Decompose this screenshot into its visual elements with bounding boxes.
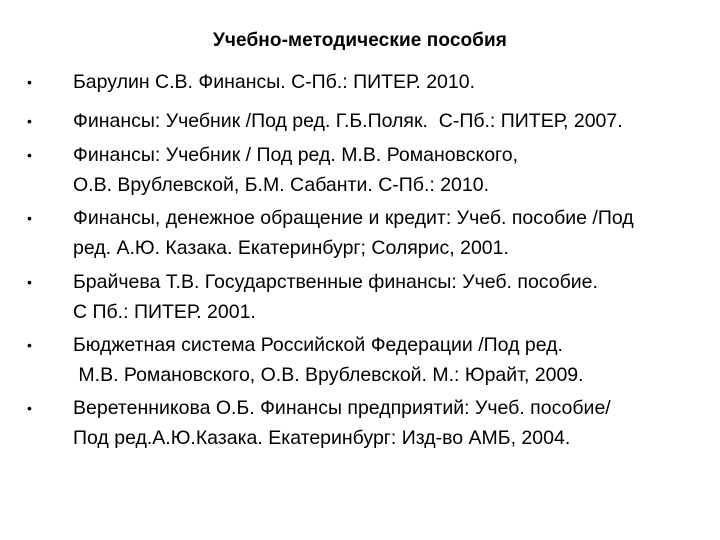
list-item-text [73, 330, 718, 390]
list-item-line: Финансы: Учебник / Под ред. М.В. Романовского, [73, 144, 518, 166]
list-item-line: Брайчева Т.В. Государственные финансы: Учеб. пособие. [73, 271, 598, 293]
bullet-icon: • [27, 337, 32, 353]
list-item-line: С Пб.: ПИТЕР. 2001. [73, 301, 256, 323]
list-item-text [73, 267, 718, 327]
list-item-text [73, 140, 718, 200]
bullet-icon: • [27, 147, 32, 163]
bullet-icon: • [27, 210, 32, 226]
page-title: Учебно-методические пособия [213, 30, 507, 51]
bullet-icon: • [27, 74, 32, 90]
list-item-line: Финансы: Учебник /Под ред. Г.Б.Поляк. С-Пб.: ПИТЕР, 2007. [73, 110, 623, 132]
list-item-line: М.В. Романовского, О.В. Врублевской. М.: Юрайт, 2009. [73, 364, 584, 386]
list-item-text [73, 393, 718, 453]
list-item-text [73, 203, 718, 263]
list-item-line: ред. А.Ю. Казака. Екатеринбург; Солярис, 2001. [73, 237, 509, 259]
bullet-icon: • [27, 274, 32, 290]
list-item-line: Барулин С.В. Финансы. С-Пб.: ПИТЕР. 2010. [73, 71, 476, 93]
bullet-icon: • [27, 113, 32, 129]
list-item-line: О.В. Врублевской, Б.М. Сабанти. С-Пб.: 2010. [73, 174, 490, 196]
bullet-icon: • [27, 400, 32, 416]
list-item-line: Бюджетная система Российской Федерации /Под ред. [73, 334, 563, 356]
list-item-text [73, 67, 718, 97]
list-item-text [73, 106, 718, 136]
list-item-line: Веретенникова О.Б. Финансы предприятий: Учеб. пособие/ [73, 397, 611, 419]
list-item-line: Финансы, денежное обращение и кредит: Учеб. пособие /Под [73, 207, 634, 229]
list-item-line: Под ред.А.Ю.Казака. Екатеринбург: Изд-во АМБ, 2004. [73, 427, 571, 449]
